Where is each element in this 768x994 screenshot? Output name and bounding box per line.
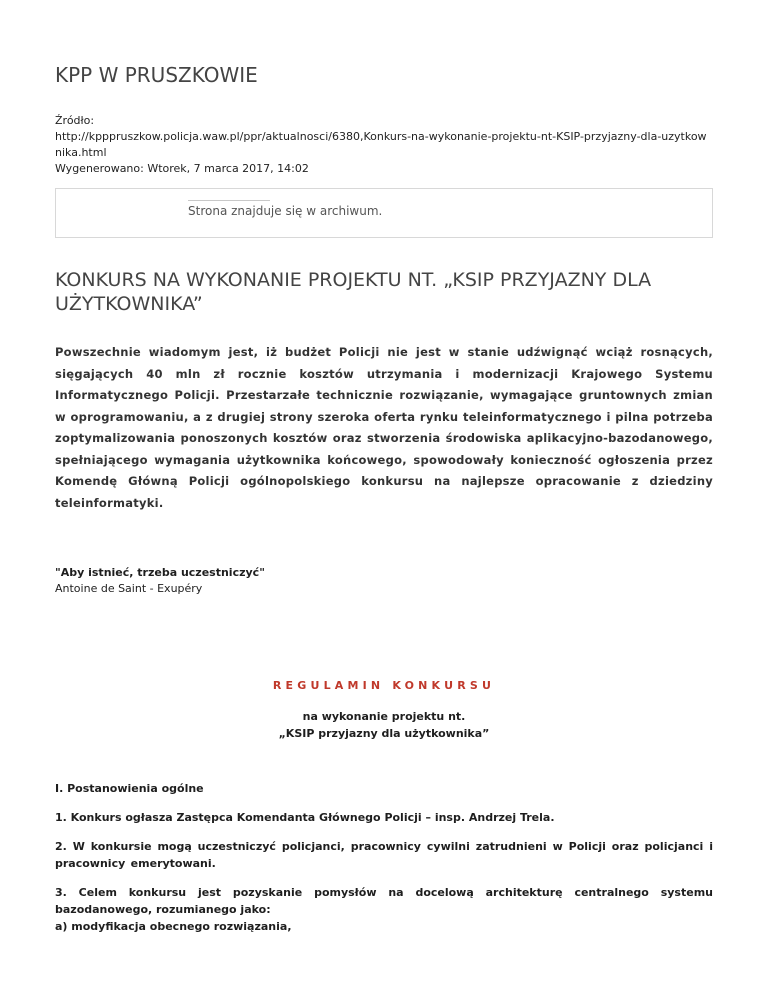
source-url: http://kpppruszkow.policja.waw.pl/ppr/aktualnosci/6380,Konkurs-na-wykonanie-projektu-nt-KSIP-przyjazny-dla-uzytkownika.html <box>55 130 707 159</box>
archive-notice <box>55 188 713 238</box>
quote-block <box>55 565 265 597</box>
paragraph-3-text: 3. Celem konkursu jest pozyskanie pomysłów na docelową architekturę centralnego systemu bazodanowego, rozumianego jako: <box>55 886 713 916</box>
section-heading: I. Postanowienia ogólne <box>55 782 204 795</box>
regulations-subtitle-line2: „KSIP przyjazny dla użytkownika” <box>278 727 490 740</box>
generated-date: Wygenerowano: Wtorek, 7 marca 2017, 14:02 <box>55 162 309 175</box>
source-meta <box>55 113 713 177</box>
paragraph-2: 2. W konkursie mogą uczestniczyć policjanci, pracownicy cywilni zatrudnieni w Policji oraz policjanci i pracownicy emerytowani. <box>55 840 713 870</box>
archive-divider <box>188 200 270 201</box>
paragraph-3-item-a: a) modyfikacja obecnego rozwiązania, <box>55 920 292 933</box>
article-title: KONKURS NA WYKONANIE PROJEKTU NT. „KSIP PRZYJAZNY DLA UŻYTKOWNIKA” <box>55 269 652 315</box>
regulations-title: REGULAMIN KONKURSU <box>272 679 496 692</box>
quote-text: "Aby istnieć, trzeba uczestniczyć" <box>55 566 265 579</box>
paragraph-3 <box>55 884 713 935</box>
article-lead: Powszechnie wiadomym jest, iż budżet Policji nie jest w stanie udźwignąć wciąż rosnących, sięgających 40 mln zł rocznie kosztów utrzymania i modernizacji Krajowego Systemu Informatycznego Policji. Przestarzałe technicznie rozwiązanie, wymagające gruntownych zmian w oprogramowaniu, a z drugiej strony szeroka oferta rynku teleinformatycznego i pilna potrzeba zoptymalizowania ponoszonych kosztów oraz stworzenia środowiska aplikacyjno-bazodanowego, spełniającego wymagania użytkownika końcowego, spowodowały konieczność ogłoszenia przez Komendę Główną Policji ogólnopolskiego konkursu na najlepsze opracowanie z dziedziny teleinformatyki. <box>55 345 713 510</box>
archive-text: Strona znajduje się w archiwum. <box>188 204 383 218</box>
source-label: Źródło: <box>55 114 95 127</box>
quote-author: Antoine de Saint - Exupéry <box>55 582 203 595</box>
paragraph-1: 1. Konkurs ogłasza Zastępca Komendanta Głównego Policji – insp. Andrzej Trela. <box>55 811 555 824</box>
regulations-subtitle <box>55 708 713 742</box>
regulations-subtitle-line1: na wykonanie projektu nt. <box>302 710 466 723</box>
site-title: KPP W PRUSZKOWIE <box>55 63 258 87</box>
